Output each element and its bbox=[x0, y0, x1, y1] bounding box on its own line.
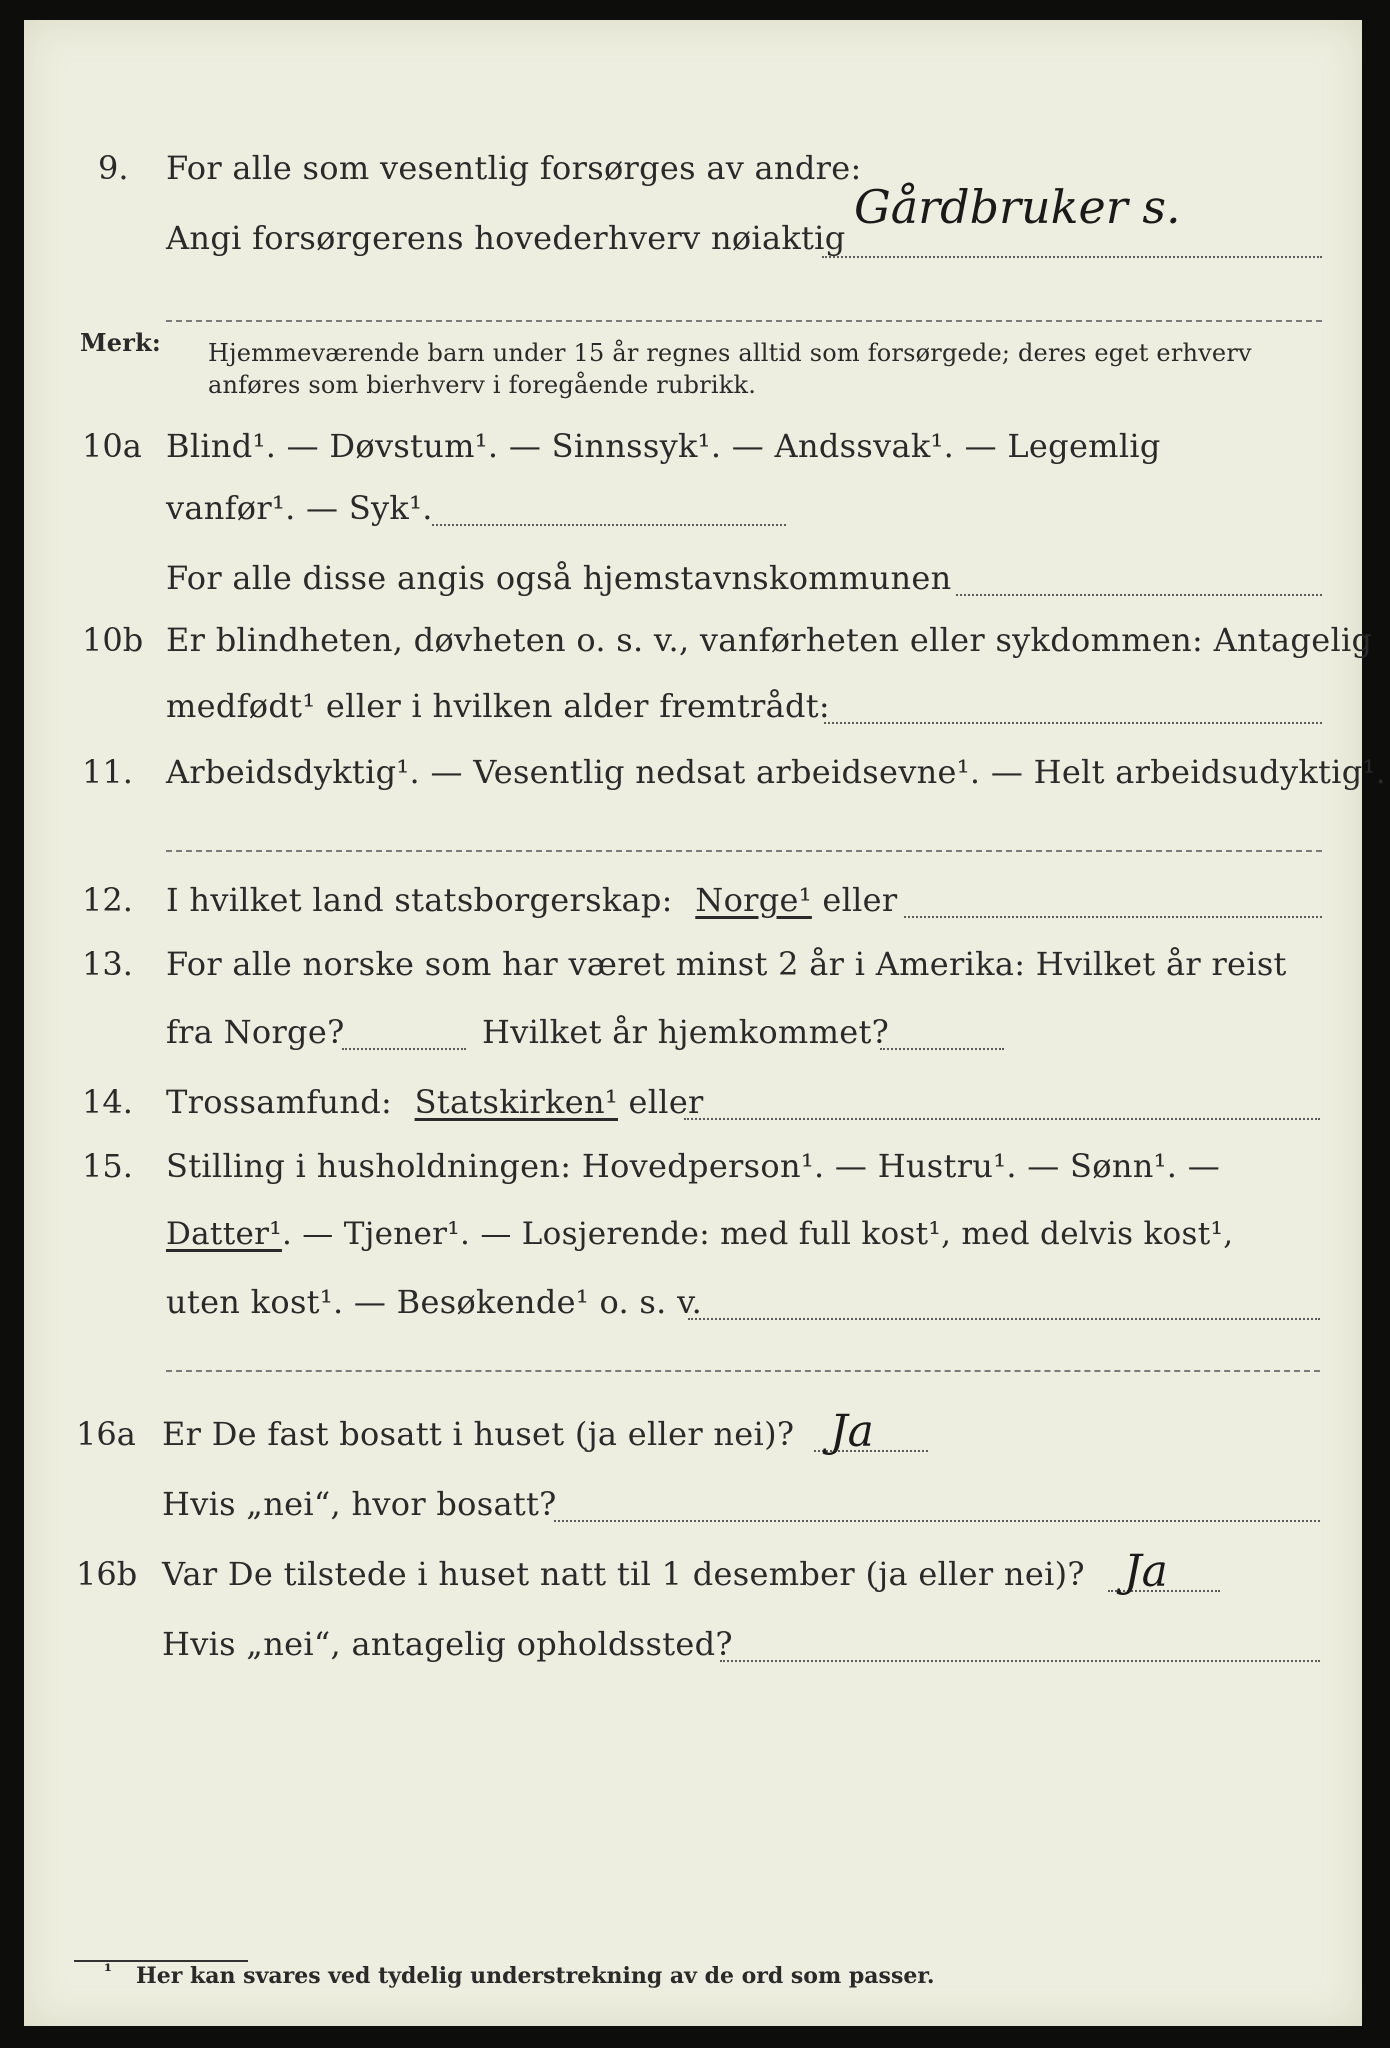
q16b-line2: Hvis „nei“, antagelig opholdssted? bbox=[162, 1625, 733, 1663]
q12-norge: Norge¹ bbox=[695, 881, 812, 919]
q11-rule bbox=[166, 850, 1322, 852]
footnote-text: Her kan svares ved tydelig understrekning av de ord som passer. bbox=[136, 1963, 935, 1989]
q14-number: 14. bbox=[82, 1083, 133, 1121]
q12-number: 12. bbox=[82, 881, 133, 919]
footnote-mark: ¹ bbox=[104, 1961, 112, 1982]
merk-label: Merk: bbox=[80, 328, 161, 357]
q15-blank bbox=[688, 1318, 1320, 1320]
q15-line2 bbox=[166, 1214, 1233, 1254]
form-page bbox=[24, 20, 1387, 2026]
q10a-line2: vanfør¹. — Syk¹. bbox=[166, 489, 433, 527]
q13-line2b: Hvilket år hjemkommet? bbox=[482, 1013, 890, 1051]
q10a-line2-blank bbox=[432, 524, 786, 526]
q9-line2: Angi forsørgerens hovederhverv nøiaktig bbox=[166, 219, 846, 257]
q16a-line2: Hvis „nei“, hvor bosatt? bbox=[162, 1485, 557, 1523]
q13-reist-blank bbox=[342, 1048, 466, 1050]
q16a-line1: Er De fast bosatt i huset (ja eller nei)? bbox=[162, 1415, 795, 1453]
q10b-line2: medfødt¹ eller i hvilken alder fremtrådt: bbox=[166, 687, 830, 725]
q16a-handwritten-answer: Ja bbox=[830, 1406, 874, 1457]
q12-prefix: I hvilket land statsborgerskap: bbox=[166, 881, 673, 919]
q11-line1: Arbeidsdyktig¹. — Vesentlig nedsat arbeidsevne¹. — Helt arbeidsudyktig¹. bbox=[166, 753, 1387, 791]
merk-line1: Hjemmeværende barn under 15 år regnes alltid som forsørgede; deres eget erhverv bbox=[208, 339, 1252, 367]
q15-line2-rest: . — Tjener¹. — Losjerende: med full kost¹, med delvis kost¹, bbox=[281, 1216, 1234, 1252]
q13-line2a: fra Norge? bbox=[166, 1013, 345, 1051]
q10b-line2-blank bbox=[824, 722, 1322, 724]
q14-blank bbox=[684, 1118, 1320, 1120]
q15-number: 15. bbox=[82, 1147, 133, 1185]
q14-line bbox=[166, 1082, 704, 1122]
q16b-handwritten-answer: Ja bbox=[1124, 1546, 1168, 1597]
q14-prefix: Trossamfund: bbox=[166, 1083, 393, 1121]
q16b-number: 16b bbox=[76, 1555, 138, 1593]
q10a-line3: For alle disse angis også hjemstavnskommunen bbox=[166, 559, 952, 597]
q16b-line1: Var De tilstede i huset natt til 1 desember (ja eller nei)? bbox=[162, 1555, 1085, 1593]
q15-line3: uten kost¹. — Besøkende¹ o. s. v. bbox=[166, 1283, 703, 1321]
q13-line1: For alle norske som har været minst 2 år i Amerika: Hvilket år reist bbox=[166, 945, 1287, 983]
q16a-line2-blank bbox=[554, 1520, 1320, 1522]
q14-statskirken: Statskirken¹ bbox=[414, 1083, 619, 1121]
q15-datter: Datter¹ bbox=[166, 1216, 282, 1252]
q15-line1: Stilling i husholdningen: Hovedperson¹. — Hustru¹. — Sønn¹. — bbox=[166, 1147, 1221, 1185]
merk-line2: anføres som bierhverv i foregående rubrikk. bbox=[208, 371, 757, 399]
q9-handwritten-answer: Gårdbruker s. bbox=[854, 180, 1181, 234]
q16b-line2-blank bbox=[720, 1660, 1320, 1662]
q13-number: 13. bbox=[82, 945, 133, 983]
q9-rule bbox=[166, 320, 1322, 322]
q10a-line1: Blind¹. — Døvstum¹. — Sinnssyk¹. — Andssvak¹. — Legemlig bbox=[166, 427, 1161, 465]
q9-number: 9. bbox=[98, 149, 129, 187]
q13-hjemkommet-blank bbox=[880, 1048, 1004, 1050]
q12-blank bbox=[904, 916, 1322, 918]
q10b-line1: Er blindheten, døvheten o. s. v., vanførheten eller sykdommen: Antagelig bbox=[166, 621, 1373, 659]
q14-suffix: eller bbox=[628, 1083, 704, 1121]
q12-line bbox=[166, 880, 898, 920]
q16a-number: 16a bbox=[76, 1415, 136, 1453]
q11-number: 11. bbox=[82, 753, 133, 791]
q15-rule bbox=[166, 1370, 1320, 1372]
q9-answer-line bbox=[822, 256, 1322, 258]
q10a-number: 10a bbox=[82, 427, 142, 465]
q9-line1: For alle som vesentlig forsørges av andre: bbox=[166, 149, 862, 187]
q12-suffix: eller bbox=[822, 881, 898, 919]
q10b-number: 10b bbox=[82, 621, 144, 659]
q10a-line3-blank bbox=[956, 594, 1322, 596]
